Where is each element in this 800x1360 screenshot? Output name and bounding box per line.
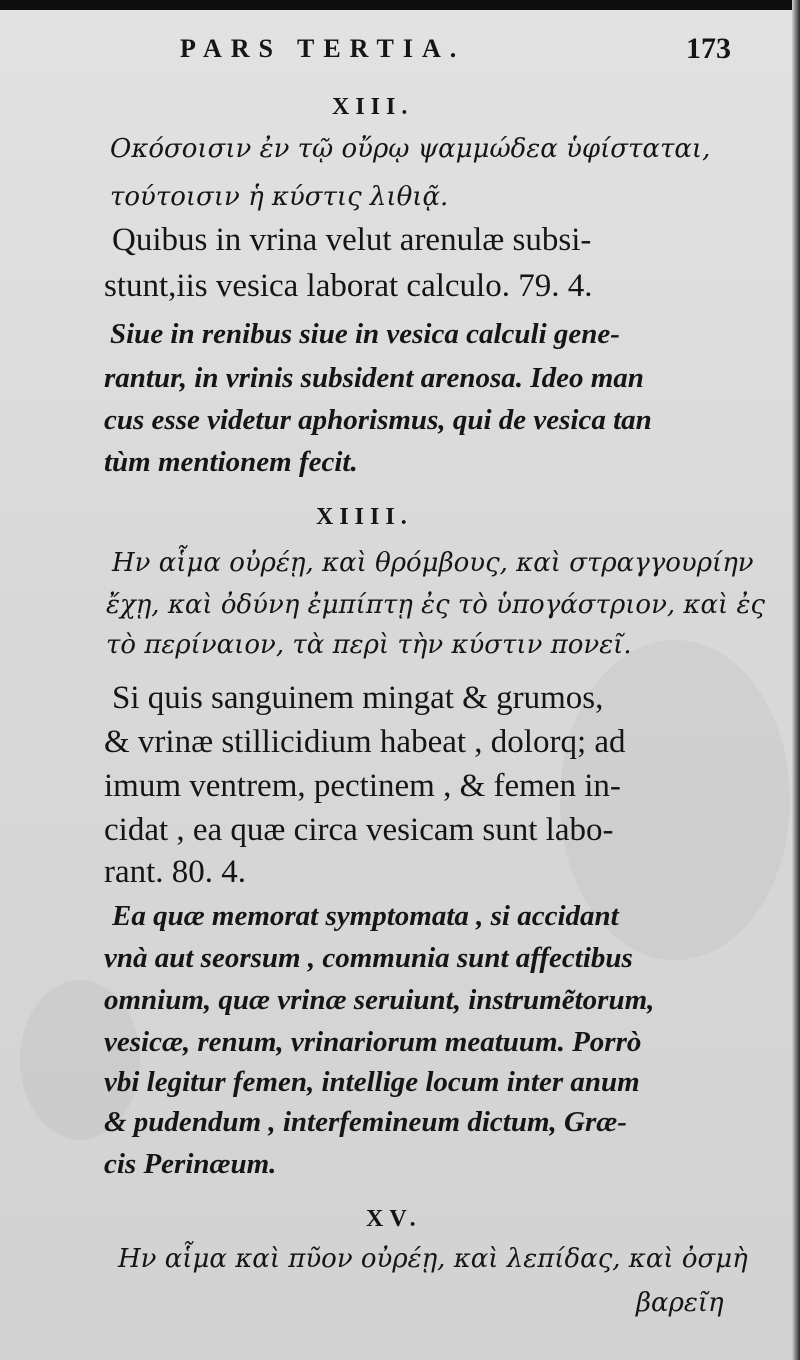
greek-line: Ην αἷμα οὐρέῃ, καὶ θρόμβους, καὶ στραγγουρίην bbox=[112, 548, 754, 578]
commentary-line: Siue in renibus siue in vesica calculi gene- bbox=[110, 318, 620, 350]
commentary-line: vbi legitur femen, intellige locum inter anum bbox=[104, 1066, 640, 1098]
commentary-line: tùm mentionem fecit. bbox=[104, 446, 358, 478]
commentary-line: rantur, in vrinis subsident arenosa. Ideo man bbox=[104, 362, 644, 394]
commentary-line: omnium, quæ vrinæ seruiunt, instrumẽtorum, bbox=[104, 984, 655, 1016]
section-numeral: XIII. bbox=[332, 94, 414, 120]
latin-line: cidat , ea quæ circa vesicam sunt labo- bbox=[104, 812, 614, 848]
latin-line: Si quis sanguinem mingat & grumos, bbox=[112, 680, 604, 716]
section-numeral: XIIII. bbox=[316, 504, 413, 530]
greek-line: ἔχῃ, καὶ ὀδύνη ἐμπίπτῃ ἐς τὸ ὑπογάστριον, καὶ ἐς bbox=[106, 590, 765, 620]
scan-edge-top bbox=[0, 0, 800, 10]
commentary-line: vnà aut seorsum , communia sunt affectibus bbox=[104, 942, 633, 974]
latin-line: & vrinæ stillicidium habeat , dolorq; ad bbox=[104, 724, 626, 760]
greek-line: τούτοισιν ἡ κύστις λιθιᾷ. bbox=[110, 182, 449, 212]
commentary-line: vesicæ, renum, vrinariorum meatuum. Porrò bbox=[104, 1026, 642, 1058]
latin-line: stunt,iis vesica laborat calculo. 79. 4. bbox=[104, 268, 593, 304]
commentary-line: Ea quæ memorat symptomata , si accidant bbox=[112, 900, 619, 932]
latin-line: Quibus in vrina velut arenulæ subsi- bbox=[112, 222, 592, 258]
commentary-line: cus esse videtur aphorismus, qui de vesica tan bbox=[104, 404, 652, 436]
greek-line: τὸ περίναιον, τὰ περὶ τὴν κύστιν πονεῖ. bbox=[106, 630, 632, 660]
scan-edge-right bbox=[792, 0, 800, 1360]
section-numeral: XV. bbox=[366, 1206, 422, 1232]
greek-line: Οκόσοισιν ἐν τῷ οὔρῳ ψαμμώδεα ὑφίσταται, bbox=[110, 134, 711, 164]
commentary-line: cis Perinæum. bbox=[104, 1148, 277, 1180]
greek-line: Ην αἷμα καὶ πῦον οὐρέῃ, καὶ λεπίδας, καὶ ὀσμὴ bbox=[118, 1244, 748, 1274]
page-number: 173 bbox=[686, 32, 731, 65]
commentary-line: & pudendum , interfemineum dictum, Græ- bbox=[104, 1106, 627, 1138]
greek-catchword: βαρεῖη bbox=[636, 1288, 724, 1318]
latin-line: imum ventrem, pectinem , & femen in- bbox=[104, 768, 621, 804]
latin-line: rant. 80. 4. bbox=[104, 854, 247, 890]
running-head: PARS TERTIA. bbox=[180, 34, 466, 63]
